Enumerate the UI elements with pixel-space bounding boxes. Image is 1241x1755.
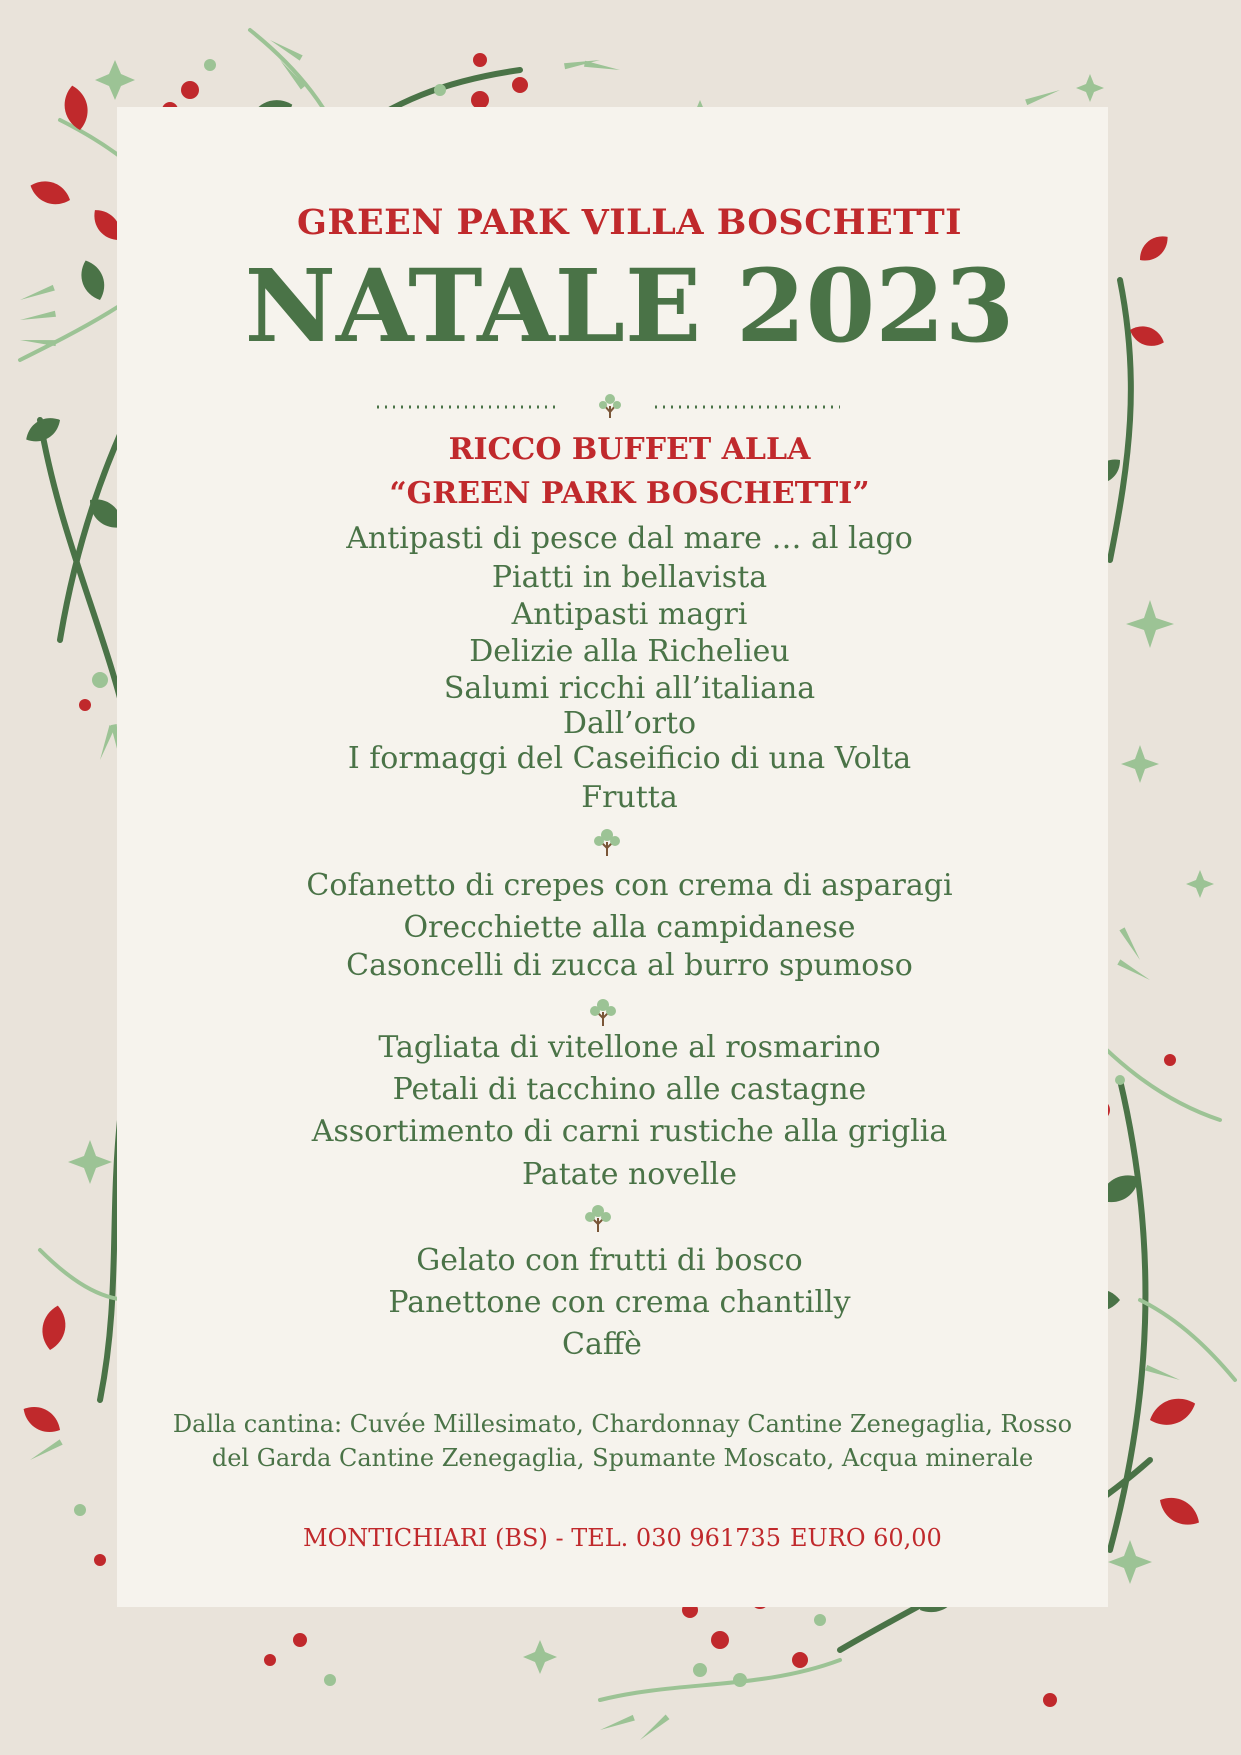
holly-sprig-icon <box>599 394 621 418</box>
price: EURO 60,00 <box>790 1524 942 1552</box>
holly-sprig-icon <box>581 1202 615 1234</box>
wine-list-line2: del Garda Cantine Zenegaglia, Spumante Moscato, Acqua minerale <box>211 1444 1034 1472</box>
menu-item: Cofanetto di crepes con crema di asparagi <box>306 868 953 903</box>
menu-item: Salumi ricchi all’italiana <box>443 671 816 706</box>
menu-item: Frutta <box>581 780 678 815</box>
menu-item: Panettone con crema chantilly <box>388 1285 851 1320</box>
menu-item: Antipasti magri <box>511 597 748 632</box>
menu-item: Delizie alla Richelieu <box>469 634 790 669</box>
buffet-title-line2: “GREEN PARK BOSCHETTI” <box>389 476 870 511</box>
holly-sprig-icon <box>590 826 624 858</box>
buffet-title-line1: RICCO BUFFET ALLA <box>448 432 811 467</box>
menu-item: Patate novelle <box>521 1157 738 1192</box>
menu-item: Caffè <box>562 1327 642 1362</box>
menu-item: Antipasti di pesce dal mare … al lago <box>346 521 913 556</box>
contact-info: MONTICHIARI (BS) - TEL. 030 961735 <box>303 1524 781 1552</box>
menu-item: Assortimento di carni rustiche alla griglia <box>311 1114 948 1149</box>
page-title: NATALE 2023 <box>244 247 1015 365</box>
menu-item: Casoncelli di zucca al burro spumoso <box>346 948 913 983</box>
dotted-divider <box>375 388 845 418</box>
holly-sprig-icon <box>586 996 620 1028</box>
menu-item: Dall’orto <box>562 706 697 741</box>
menu-item: Petali di tacchino alle castagne <box>392 1072 867 1107</box>
menu-item: I formaggi del Caseificio di una Volta <box>347 741 912 776</box>
menu-item: Gelato con frutti di bosco <box>416 1243 803 1278</box>
menu-item: Piatti in bellavista <box>491 560 768 595</box>
menu-item: Orecchiette alla campidanese <box>403 910 856 945</box>
menu-item: Tagliata di vitellone al rosmarino <box>378 1030 881 1065</box>
venue-name: GREEN PARK VILLA BOSCHETTI <box>296 202 963 243</box>
wine-list-line1: Dalla cantina: Cuvée Millesimato, Chardonnay Cantine Zenegaglia, Rosso <box>172 1410 1073 1438</box>
